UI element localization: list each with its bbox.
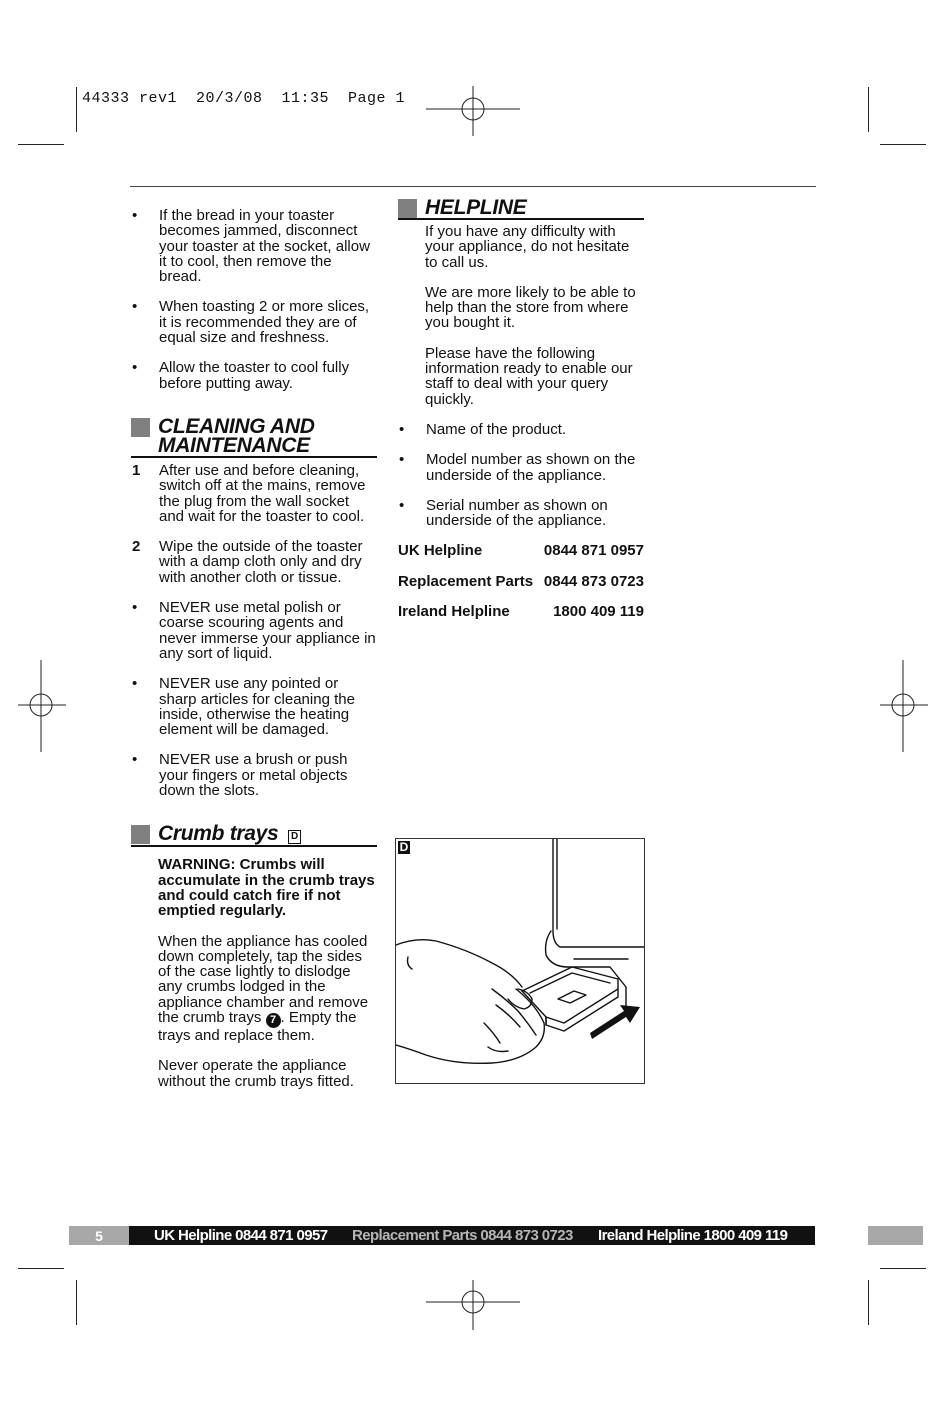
bullet-text: When toasting 2 or more slices, it is recommended they are of equal size and freshness.	[159, 298, 370, 347]
contact-label: UK Helpline	[398, 542, 483, 560]
bullet-text: If the bread in your toaster becomes jammed, disconnect your toaster at the socket, allow it to cool, then remove the bread.	[159, 207, 370, 286]
bullet-mark: •	[132, 751, 138, 769]
list-item	[131, 600, 377, 661]
step-number: 2	[132, 538, 141, 556]
right-column	[398, 198, 644, 634]
list-item	[398, 452, 644, 483]
step-number: 1	[132, 461, 141, 479]
hand-removing-tray-drawing	[396, 839, 644, 1083]
bullet-mark: •	[132, 359, 138, 377]
footer-tab-block	[868, 1226, 923, 1245]
heading-square-icon	[131, 825, 150, 844]
contact-number: 0844 873 0723	[543, 572, 644, 590]
helpline-heading	[398, 198, 644, 220]
list-item	[398, 498, 644, 529]
page-number: 5	[69, 1226, 129, 1245]
contact-number: 0844 871 0957	[543, 542, 644, 560]
helpline-heading-text: HELPLINE	[425, 196, 527, 219]
bullet-mark: •	[132, 599, 138, 617]
bullet-mark: •	[132, 207, 138, 224]
crumb-paragraph-2: Never operate the appliance without the crumb trays fitted.	[158, 1057, 354, 1090]
bullet-mark: •	[399, 420, 405, 438]
cleaning-heading	[131, 414, 377, 458]
helpline-paragraph: We are more likely to be able to help than the store from where you bought it.	[425, 283, 636, 332]
cleaning-heading-line2: MAINTENANCE	[158, 433, 310, 457]
footer-replacement-parts: Replacement Parts 0844 873 0723	[352, 1227, 573, 1244]
helpline-paragraph: If you have any difficulty with your appliance, do not hesitate to call us.	[425, 223, 630, 271]
bullet-mark: •	[132, 298, 138, 316]
bullet-text: Name of the product.	[426, 420, 567, 438]
bullet-text: Allow the toaster to cool fully before putting away.	[159, 359, 350, 392]
figure-ref-icon: D	[288, 830, 301, 844]
registration-mark-top	[426, 86, 520, 136]
footer-ireland-helpline: Ireland Helpline 1800 409 119	[598, 1227, 788, 1244]
list-item	[131, 752, 377, 798]
crumb-paragraph: When the appliance has cooled down completely, tap the sides of the case lightly to dislodge any crumbs lodged in the appliance chamber and remove the crumb trays 7 . Empty the trays and replace them.	[158, 932, 369, 1044]
list-item	[131, 360, 377, 391]
bullet-text: NEVER use any pointed or sharp articles for cleaning the inside, otherwise the heating element will be damaged.	[159, 675, 355, 739]
registration-mark-left	[18, 660, 66, 752]
step-item	[131, 539, 377, 585]
footer-uk-helpline: UK Helpline 0844 871 0957	[154, 1227, 328, 1244]
registration-mark-right	[880, 660, 928, 752]
helpline-paragraph: Please have the following information ready to enable our staff to deal with your query quickly.	[425, 344, 633, 408]
bullet-text: Model number as shown on the underside of the appliance.	[426, 451, 636, 484]
contact-label: Replacement Parts	[398, 572, 534, 590]
cleaning-heading-line1: CLEANING AND	[158, 414, 315, 438]
bullet-text: Serial number as shown on underside of the appliance.	[426, 496, 608, 530]
list-item	[131, 676, 377, 737]
bullet-mark: •	[132, 675, 138, 693]
registration-mark-bottom	[426, 1280, 520, 1330]
crumb-tray-illustration	[395, 838, 645, 1084]
print-slug: 44333 rev1 20/3/08 11:35 Page 1	[82, 90, 406, 107]
contact-row	[398, 574, 644, 589]
contact-row	[398, 604, 644, 619]
list-item	[131, 208, 377, 284]
crumb-warning: WARNING: Crumbs will accumulate in the crumb trays and could catch fire if not emptied regularly.	[158, 856, 375, 920]
figure-label: D	[399, 840, 409, 854]
heading-square-icon	[131, 418, 150, 437]
bullet-mark: •	[399, 496, 405, 514]
step-text: After use and before cleaning, switch off at the mains, remove the plug from the wall socket and wait for the toaster to cool.	[159, 461, 366, 525]
bullet-mark: •	[399, 451, 405, 469]
heading-square-icon	[398, 199, 417, 218]
contact-number: 1800 409 119	[553, 603, 644, 621]
crumb-trays-heading	[131, 824, 377, 847]
top-rule	[130, 186, 816, 187]
crumb-heading-text: Crumb trays	[158, 822, 279, 846]
contact-row	[398, 543, 644, 558]
list-item	[131, 299, 377, 345]
part-number-icon: 7	[266, 1013, 281, 1028]
list-item	[398, 422, 644, 437]
step-item	[131, 463, 377, 524]
contact-label: Ireland Helpline	[398, 603, 510, 621]
step-text: Wipe the outside of the toaster with a damp cloth only and dry with another cloth or tissue.	[159, 538, 363, 586]
bullet-text: NEVER use metal polish or coarse scouring agents and never immerse your appliance in any sort of liquid.	[159, 599, 376, 662]
left-column	[131, 208, 377, 1104]
bullet-text: NEVER use a brush or push your fingers or metal objects down the slots.	[159, 751, 348, 800]
